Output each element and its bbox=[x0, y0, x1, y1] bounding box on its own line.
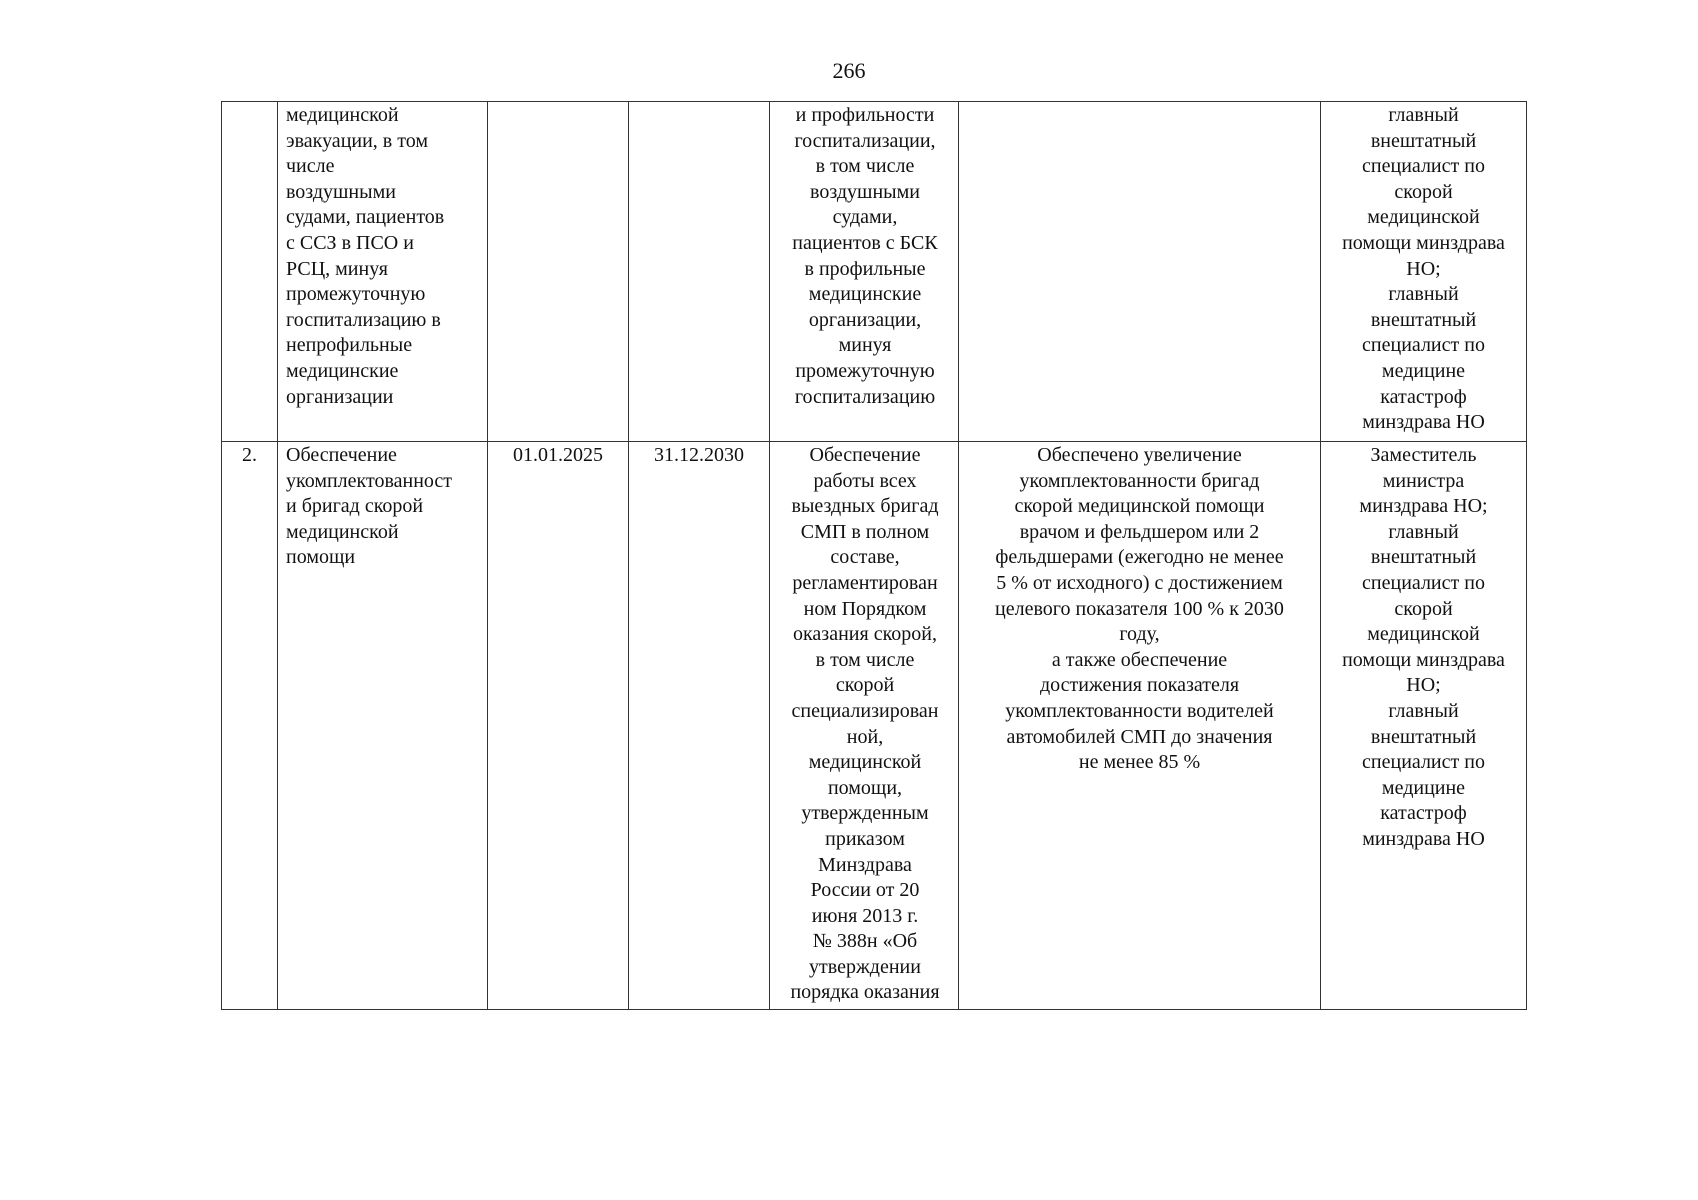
cell-text-line: Обеспечение bbox=[286, 444, 397, 466]
cell-text-line: главный bbox=[1388, 520, 1459, 543]
cell-text-line: составе, bbox=[830, 546, 900, 569]
row-number-cell bbox=[222, 102, 278, 442]
cell-text-line: медицинской bbox=[1367, 206, 1480, 229]
cell-text-line: ной, bbox=[846, 725, 884, 748]
cell-text-line: июня 2013 г. bbox=[811, 904, 919, 927]
cell-text-line: медицинской bbox=[286, 520, 399, 543]
cell-text-line: промежуточную bbox=[286, 283, 426, 306]
responsible-cell bbox=[1321, 102, 1527, 442]
cell-text-line: НО; bbox=[1406, 257, 1441, 280]
cell-text-line: медицинские bbox=[286, 359, 399, 382]
cell-text-line: специализирован bbox=[791, 699, 939, 722]
cell-text-line: эвакуации, в том bbox=[286, 129, 428, 152]
cell-text-line: числе bbox=[286, 155, 335, 178]
cell-text-line: Обеспечено увеличение bbox=[1037, 444, 1242, 466]
cell-text-line: России от 20 bbox=[810, 879, 920, 902]
cell-text-line: организации bbox=[286, 385, 394, 408]
cell-text-line: госпитализацию bbox=[794, 385, 936, 408]
cell-text-line: медицинские bbox=[808, 283, 922, 306]
cell-text-line: в том числе bbox=[815, 648, 915, 671]
cell-text-line: помощи минздрава bbox=[1342, 231, 1505, 254]
cell-text-line: промежуточную bbox=[795, 359, 935, 382]
cell-text-line: скорой медицинской помощи bbox=[1014, 495, 1265, 518]
cell-text-line: катастроф bbox=[1380, 802, 1467, 825]
cell-text-line: катастроф bbox=[1380, 385, 1467, 408]
cell-text-line: скорой bbox=[1394, 180, 1453, 203]
description-cell bbox=[770, 442, 959, 1010]
cell-text-line: медицине bbox=[1381, 776, 1466, 799]
cell-text-line: медицинской bbox=[1367, 623, 1480, 646]
cell-text-line: укомплектованности водителей bbox=[1005, 699, 1274, 722]
cell-text-line: главный bbox=[1388, 699, 1459, 722]
cell-text-line: минздрава НО bbox=[1362, 411, 1485, 434]
result-cell bbox=[959, 102, 1321, 442]
cell-text-line: автомобилей СМП до значения bbox=[1006, 725, 1273, 748]
cell-text-line: пациентов с БСК bbox=[792, 231, 938, 254]
cell-text-line: фельдшерами (ежегодно не менее bbox=[995, 546, 1284, 569]
cell-text-line: регламентирован bbox=[792, 571, 938, 594]
cell-text-line: помощи, bbox=[827, 776, 903, 799]
cell-text-line: целевого показателя 100 % к 2030 bbox=[995, 597, 1284, 620]
cell-text-line: Заместитель bbox=[1370, 444, 1477, 466]
cell-text-line: внештатный bbox=[1370, 129, 1477, 152]
cell-text-line: непрофильные bbox=[286, 334, 413, 357]
cell-text: 2. bbox=[242, 444, 257, 466]
cell-text-line: порядка оказания bbox=[790, 981, 940, 1004]
cell-text-line: в профильные bbox=[804, 257, 926, 280]
start-date-cell bbox=[488, 442, 629, 1010]
cell-text-line: министра bbox=[1382, 469, 1465, 492]
cell-text-line: минздрава НО; bbox=[1359, 495, 1488, 518]
cell-text-line: выездных бригад bbox=[791, 495, 939, 518]
cell-text-line: РСЦ, минуя bbox=[286, 257, 388, 280]
result-cell bbox=[959, 442, 1321, 1010]
cell-text-line: утверждении bbox=[809, 955, 921, 978]
cell-text-line: главный bbox=[1388, 104, 1459, 126]
end-date-cell bbox=[629, 442, 770, 1010]
cell-text-line: внештатный bbox=[1370, 725, 1477, 748]
cell-text-line: специалист по bbox=[1362, 155, 1485, 178]
cell-text-line: врачом и фельдшером или 2 bbox=[1019, 520, 1260, 543]
cell-text-line: Минздрава bbox=[818, 853, 912, 876]
cell-text-line: госпитализацию в bbox=[286, 308, 441, 331]
cell-text-line: судами, пациентов bbox=[286, 206, 445, 229]
cell-text-line: медицине bbox=[1381, 359, 1466, 382]
responsible-cell bbox=[1321, 442, 1527, 1010]
cell-text-line: организации, bbox=[808, 308, 922, 331]
cell-text-line: минздрава НО bbox=[1362, 827, 1485, 850]
cell-text-line: укомплектованности бригад bbox=[1019, 469, 1260, 492]
cell-text-line: году, bbox=[1119, 623, 1160, 646]
cell-text-line: скорой bbox=[835, 674, 895, 697]
cell-text-line: с ССЗ в ПСО и bbox=[286, 231, 414, 254]
cell-text-line: специалист по bbox=[1362, 571, 1485, 594]
cell-text-line: воздушными bbox=[810, 180, 920, 203]
cell-text-line: а также обеспечение bbox=[1051, 648, 1228, 671]
cell-text-line: Обеспечение bbox=[809, 444, 921, 466]
cell-text-line: приказом bbox=[825, 827, 905, 850]
cell-text-line: укомплектованност bbox=[286, 469, 453, 492]
cell-text-line: работы всех bbox=[813, 469, 917, 492]
activity-name-cell bbox=[278, 442, 488, 1010]
cell-text-line: медицинской bbox=[808, 751, 922, 774]
activity-name-cell bbox=[278, 102, 488, 442]
cell-text-line: оказания скорой, bbox=[793, 623, 937, 646]
cell-text-line: минуя bbox=[838, 334, 892, 357]
cell-text-line: внештатный bbox=[1370, 308, 1477, 331]
cell-text-line: специалист по bbox=[1362, 334, 1485, 357]
cell-text-line: специалист по bbox=[1362, 751, 1485, 774]
cell-text-line: внештатный bbox=[1370, 546, 1477, 569]
cell-text: 01.01.2025 bbox=[513, 444, 603, 466]
cell-text-line: медицинской bbox=[286, 104, 399, 126]
cell-text-line: и профильности bbox=[795, 104, 935, 126]
cell-text-line: главный bbox=[1388, 283, 1459, 306]
cell-text-line: помощи bbox=[286, 546, 356, 569]
cell-text-line: достижения показателя bbox=[1039, 674, 1240, 697]
plan-table bbox=[221, 101, 1527, 1010]
cell-text-line: скорой bbox=[1394, 597, 1453, 620]
cell-text-line: госпитализации, bbox=[794, 129, 936, 152]
cell-text-line: помощи минздрава bbox=[1342, 648, 1505, 671]
cell-text-line: воздушными bbox=[286, 180, 396, 203]
page-number: 266 bbox=[832, 58, 866, 83]
description-cell bbox=[770, 102, 959, 442]
cell-text-line: ном Порядком bbox=[803, 597, 927, 620]
cell-text: 31.12.2030 bbox=[654, 444, 744, 466]
cell-text-line: в том числе bbox=[815, 155, 915, 178]
cell-text-line: № 388н «Об bbox=[812, 930, 918, 953]
cell-text-line: не менее 85 % bbox=[1078, 751, 1201, 774]
cell-text-line: утвержденным bbox=[801, 802, 929, 825]
cell-text-line: СМП в полном bbox=[800, 520, 930, 543]
table-row bbox=[222, 442, 1527, 1010]
cell-text-line: 5 % от исходного) с достижением bbox=[996, 571, 1283, 594]
cell-text-line: судами, bbox=[832, 206, 898, 229]
row-number-cell bbox=[222, 442, 278, 1010]
table-row bbox=[222, 102, 1527, 442]
cell-text-line: НО; bbox=[1406, 674, 1441, 697]
end-date-cell bbox=[629, 102, 770, 442]
cell-text-line: и бригад скорой bbox=[286, 495, 424, 518]
start-date-cell bbox=[488, 102, 629, 442]
